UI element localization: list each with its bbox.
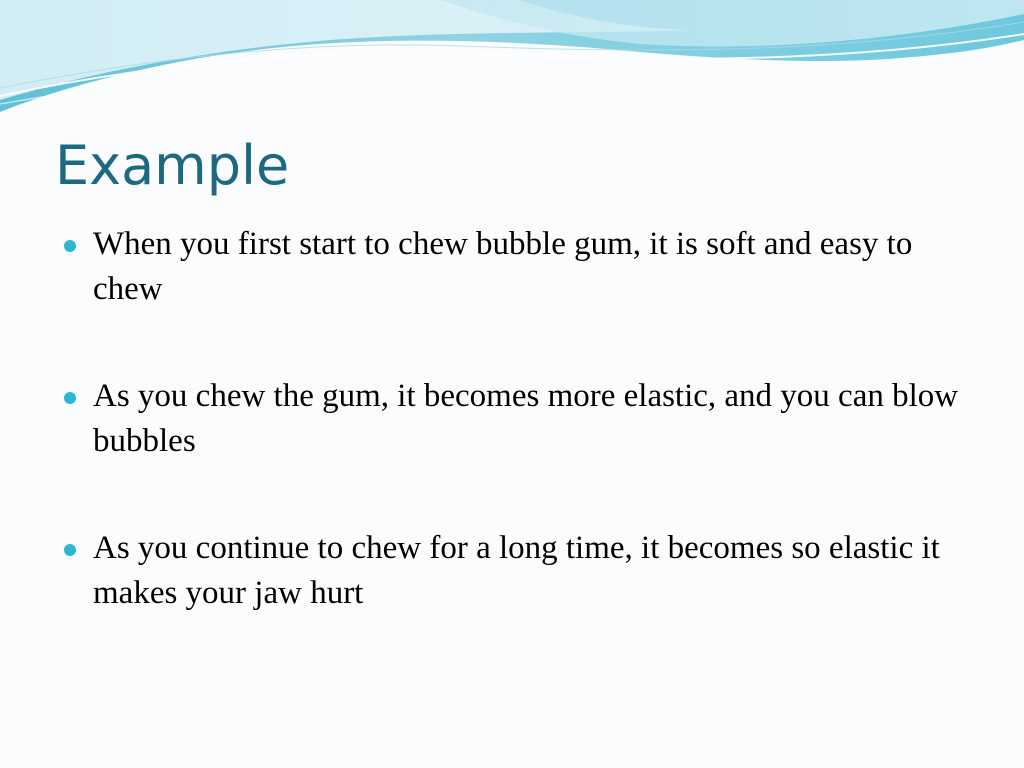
wave-header-decoration: [0, 0, 1024, 140]
slide-title: Example: [55, 134, 290, 197]
bullet-dot-icon: [64, 392, 76, 404]
bullet-text: As you continue to chew for a long time, it becomes so elastic it makes your jaw hurt: [93, 530, 940, 611]
bullet-item: [64, 222, 984, 312]
bullet-text: As you chew the gum, it becomes more elastic, and you can blow bubbles: [93, 378, 959, 459]
bullet-dot-icon: [64, 544, 76, 556]
bullet-dot-icon: [64, 240, 76, 252]
bullet-item: [64, 526, 984, 616]
bullet-item: [64, 374, 984, 464]
bullet-list: [64, 222, 984, 616]
bullet-text: When you first start to chew bubble gum, it is soft and easy to chew: [93, 226, 913, 307]
